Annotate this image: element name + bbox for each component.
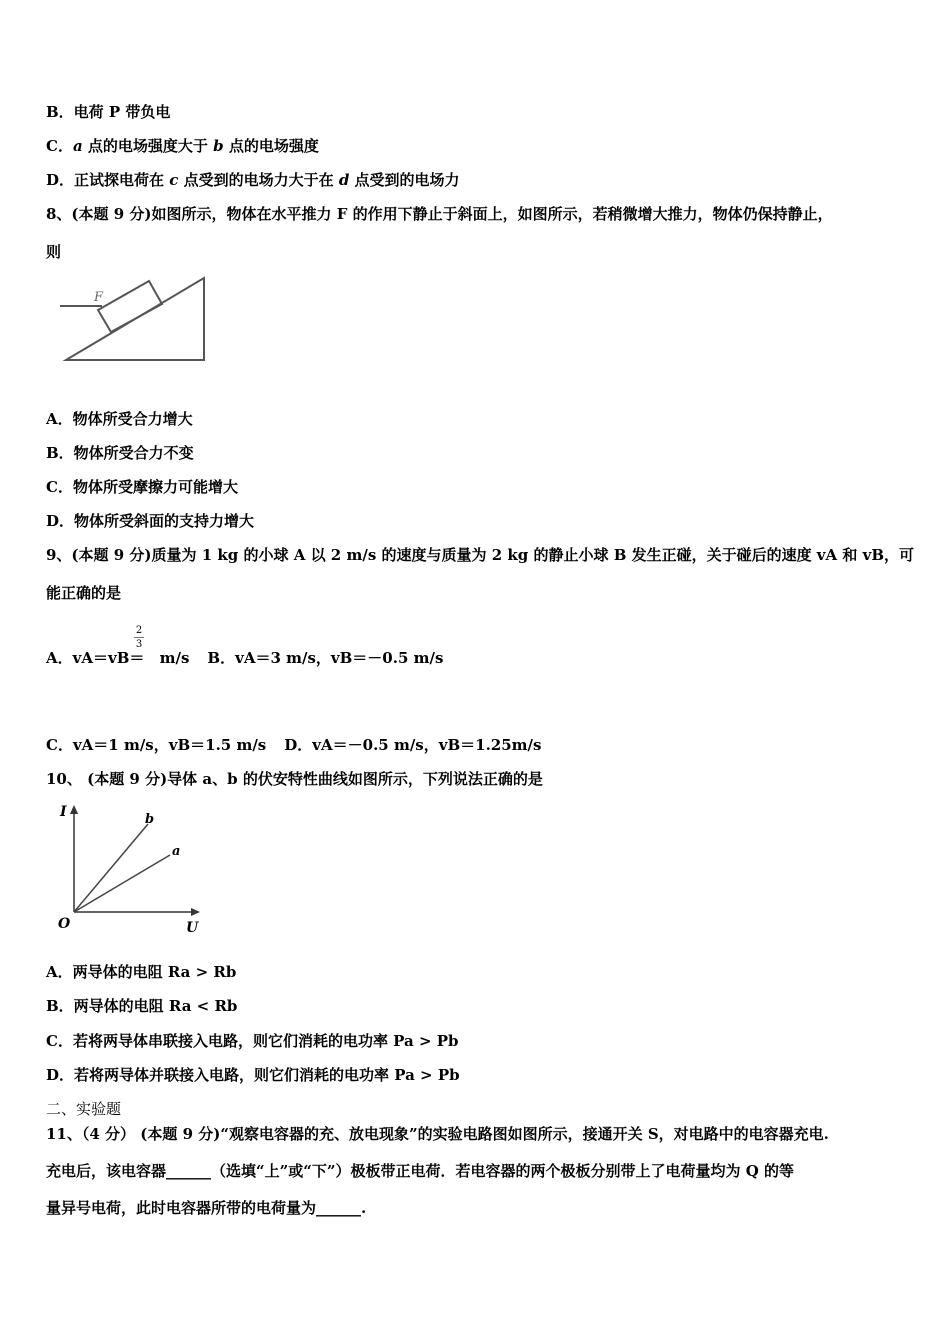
q8-option-b: B．物体所受合力不变 <box>46 444 194 462</box>
q8-stem-line2: 则 <box>46 243 62 261</box>
q7-option-d: D．正试探电荷在 c 点受到的电场力大于在 d 点受到的电场力 <box>46 171 460 189</box>
line-b <box>74 824 148 912</box>
curve-a-label: a <box>172 844 181 859</box>
q7-option-b: B．电荷 P 带负电 <box>46 103 171 121</box>
q10-option-a: A．两导体的电阻 Ra > Rb <box>46 963 237 981</box>
x-axis-arrow <box>191 908 200 916</box>
origin-label: O <box>58 916 71 932</box>
q10-iv-graph <box>54 800 214 938</box>
q8-option-c: C．物体所受摩擦力可能增大 <box>46 478 238 496</box>
fraction-denominator: 3 <box>135 639 143 650</box>
curve-b-label: b <box>145 812 155 827</box>
section-heading: 二、实验题 <box>46 1100 122 1118</box>
line-a <box>74 855 170 912</box>
q9-fraction <box>134 625 144 650</box>
q9-option-d: D．vA＝－0.5 m/s，vB＝1.25m/s <box>284 736 542 754</box>
q7-option-c: C．a 点的电场强度大于 b 点的电场强度 <box>46 137 319 155</box>
q11-stem-line1: 11、（4 分） (本题 9 分)“观察电容器的充、放电现象”的实验电路图如图所示，接通开关 S，对电路中的电容器充电. <box>46 1125 829 1143</box>
block <box>98 281 162 332</box>
q9-option-b: B．vA＝3 m/s，vB＝－0.5 m/s <box>207 649 444 667</box>
q11-stem-line3: 量异号电荷，此时电容器所带的电荷量为______. <box>46 1199 367 1217</box>
q9-option-c: C．vA＝1 m/s，vB＝1.5 m/s <box>46 736 267 754</box>
q8-option-a: A．物体所受合力增大 <box>46 410 193 428</box>
q8-stem-line1: 8、(本题 9 分)如图所示，物体在水平推力 F 的作用下静止于斜面上，如图所示，若稍微增大推力，物体仍保持静止， <box>46 205 833 223</box>
q9-option-a: A．vA＝vB＝ <box>46 649 145 667</box>
x-axis-label: U <box>186 920 199 936</box>
q9-stem-line2: 能正确的是 <box>46 584 122 602</box>
q11-stem-line2: 充电后，该电容器______（选填“上”或“下”）极板带正电荷．若电容器的两个极板分别带上了电荷量均为 Q 的等 <box>46 1162 795 1180</box>
q10-option-c: C．若将两导体串联接入电路，则它们消耗的电功率 Pa > Pb <box>46 1032 459 1050</box>
q10-option-b: B．两导体的电阻 Ra < Rb <box>46 997 238 1015</box>
q10-option-d: D．若将两导体并联接入电路，则它们消耗的电功率 Pa > Pb <box>46 1066 460 1084</box>
force-label: F <box>94 290 104 305</box>
fraction-bar <box>134 637 144 638</box>
q8-incline-figure <box>56 272 216 368</box>
fraction-numerator: 2 <box>135 625 143 636</box>
q10-stem: 10、 (本题 9 分)导体 a、b 的伏安特性曲线如图所示，下列说法正确的是 <box>46 770 543 788</box>
q8-option-d: D．物体所受斜面的支持力增大 <box>46 512 255 530</box>
q9-options-cd <box>46 735 541 755</box>
q9-options-ab: A．vA＝vB＝ m/s B．vA＝3 m/s，vB＝－0.5 m/s <box>46 649 444 667</box>
y-axis-arrow <box>70 805 78 814</box>
q9-stem-line1: 9、(本题 9 分)质量为 1 kg 的小球 A 以 2 m/s 的速度与质量为 2 kg 的静止小球 B 发生正碰，关于碰后的速度 vA 和 vB，可 <box>46 546 915 564</box>
y-axis-label: I <box>60 804 67 820</box>
